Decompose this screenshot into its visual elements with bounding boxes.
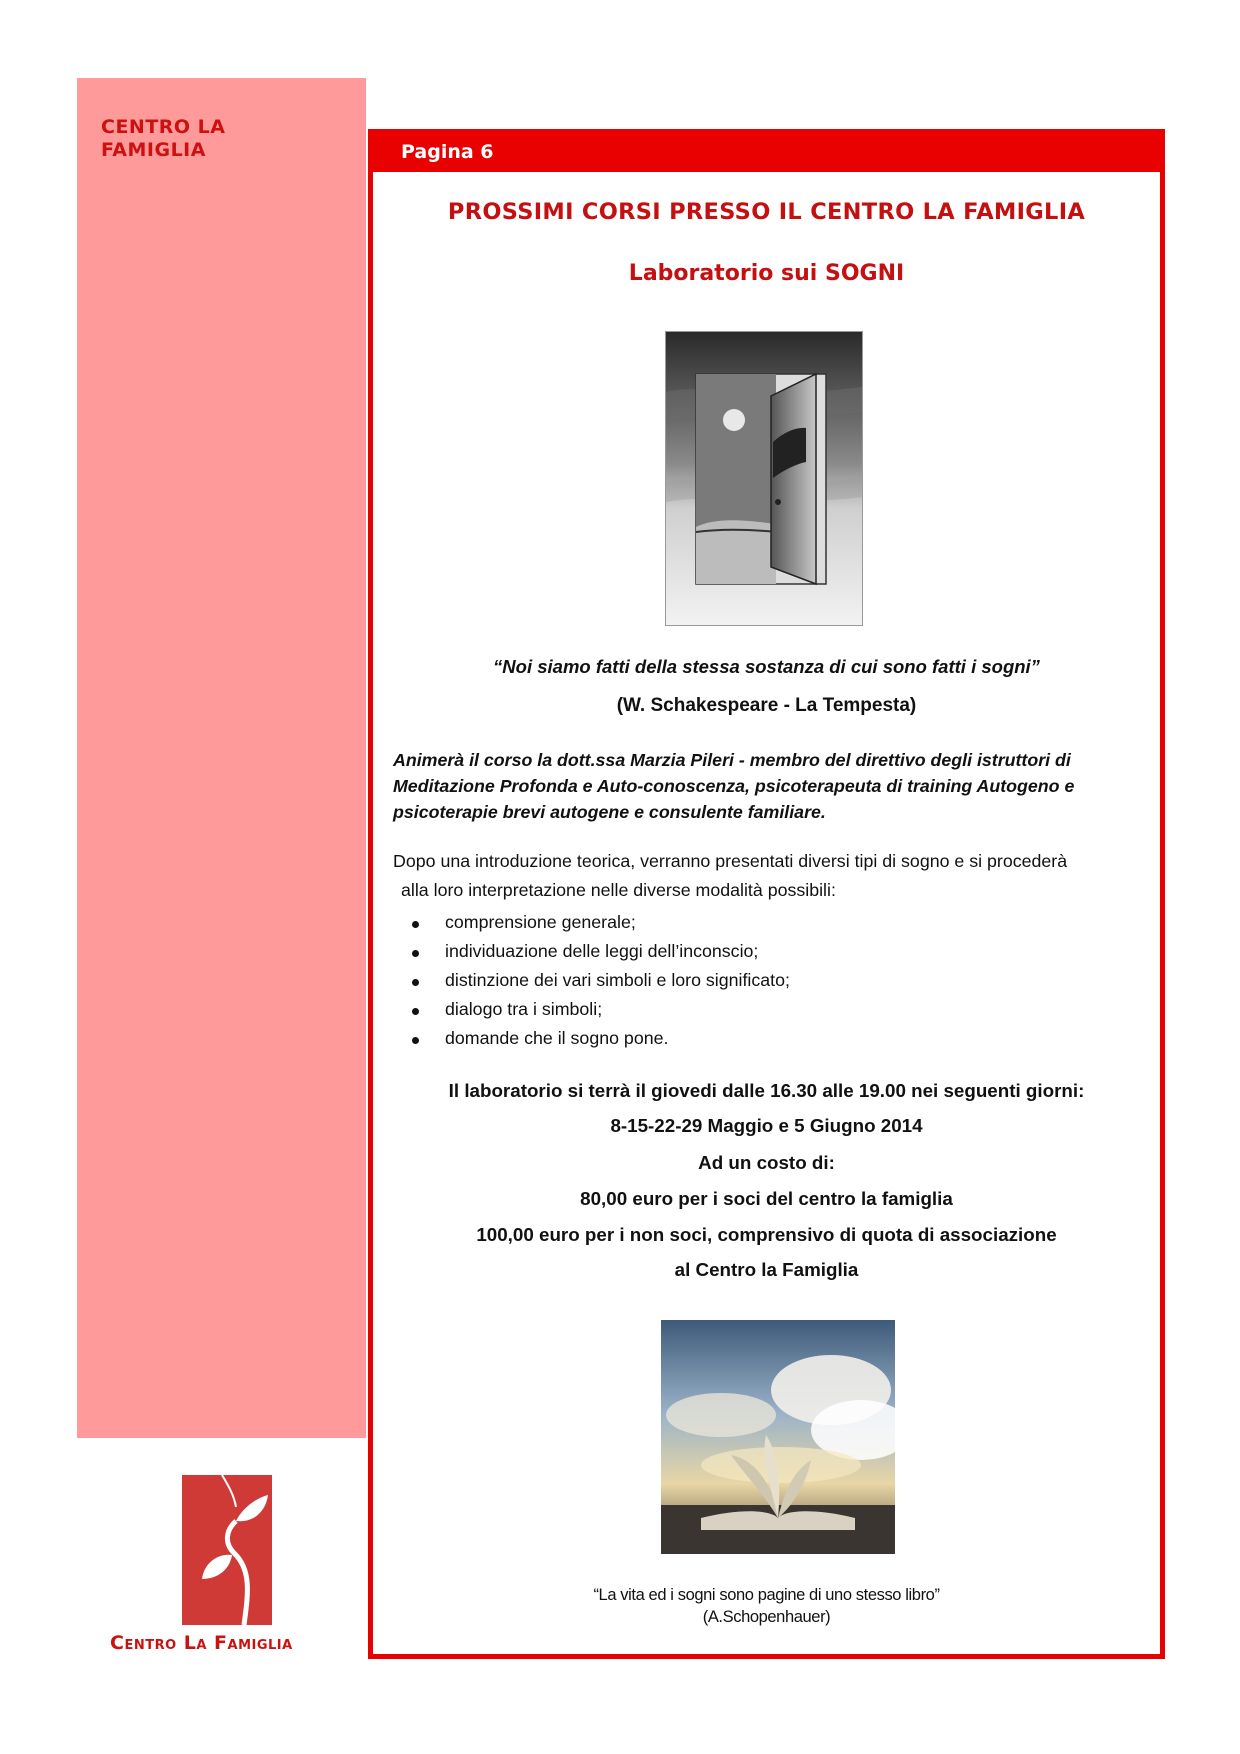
page-number-label: Pagina 6 bbox=[401, 141, 494, 163]
schopenhauer-quote-block bbox=[373, 1584, 1160, 1628]
cost-heading: Ad un costo di: bbox=[698, 1152, 835, 1173]
dream-door-image bbox=[665, 331, 863, 626]
schopenhauer-quote: “La vita ed i sogni sono pagine di uno stesso libro” bbox=[593, 1586, 940, 1604]
list-item: domande che il sogno pone. bbox=[393, 1024, 1093, 1053]
shakespeare-quote-author: (W. Schakespeare - La Tempesta) bbox=[616, 695, 917, 716]
cost-nonmembers-line2: al Centro la Famiglia bbox=[674, 1259, 859, 1280]
topics-list bbox=[393, 908, 1093, 1053]
sidebar-title-line1: CENTRO LA bbox=[101, 116, 226, 138]
schedule-text: Il laboratorio si terrà il giovedi dalle 16.30 alle 19.00 nei seguenti giorni: bbox=[448, 1080, 1085, 1101]
panel-header bbox=[373, 134, 1160, 172]
sprout-logo-icon bbox=[182, 1475, 272, 1625]
list-item: distinzione dei vari simboli e loro significato; bbox=[393, 966, 1093, 995]
sidebar-title-line2: FAMIGLIA bbox=[101, 139, 206, 161]
page-title: PROSSIMI CORSI PRESSO IL CENTRO LA FAMIGLIA bbox=[447, 199, 1086, 225]
list-item: individuazione delle leggi dell’inconscio; bbox=[393, 937, 1093, 966]
sidebar-title bbox=[101, 116, 301, 162]
cost-members: 80,00 euro per i soci del centro la famiglia bbox=[580, 1188, 953, 1209]
book-clouds-image bbox=[661, 1320, 895, 1554]
list-item: dialogo tra i simboli; bbox=[393, 995, 1093, 1024]
schedule-dates: 8-15-22-29 Maggio e 5 Giugno 2014 bbox=[610, 1115, 923, 1136]
schopenhauer-author: (A.Schopenhauer) bbox=[702, 1608, 831, 1626]
list-item: comprensione generale; bbox=[393, 908, 1093, 937]
cost-nonmembers: 100,00 euro per i non soci, comprensivo di quota di associazione bbox=[476, 1224, 1057, 1245]
course-title: Laboratorio sui SOGNI bbox=[628, 261, 905, 286]
sidebar bbox=[77, 78, 366, 1438]
book-sky-illustration bbox=[661, 1320, 895, 1554]
content-panel bbox=[368, 129, 1165, 1659]
centro-la-famiglia-logo bbox=[182, 1475, 272, 1625]
shakespeare-quote: “Noi siamo fatti della stessa sostanza di cui sono fatti i sogni” bbox=[493, 656, 1040, 677]
intro-line-2: alla loro interpretazione nelle diverse modalità possibili: bbox=[401, 880, 836, 900]
door-moon-illustration bbox=[666, 332, 862, 625]
course-intro bbox=[393, 847, 1148, 905]
intro-line-1: Dopo una introduzione teorica, verranno presentati diversi tipi di sogno e si procederà bbox=[393, 851, 1068, 871]
logo-text: Centro La Famiglia bbox=[110, 1632, 293, 1654]
instructor-bio: Animerà il corso la dott.ssa Marzia Pileri - membro del direttivo degli istruttori di Meditazione Profonda e Auto-conoscenza, psicoterapeuta di training Autogeno e psicoterapie brevi autogene e consulente familiare. bbox=[393, 750, 1075, 822]
